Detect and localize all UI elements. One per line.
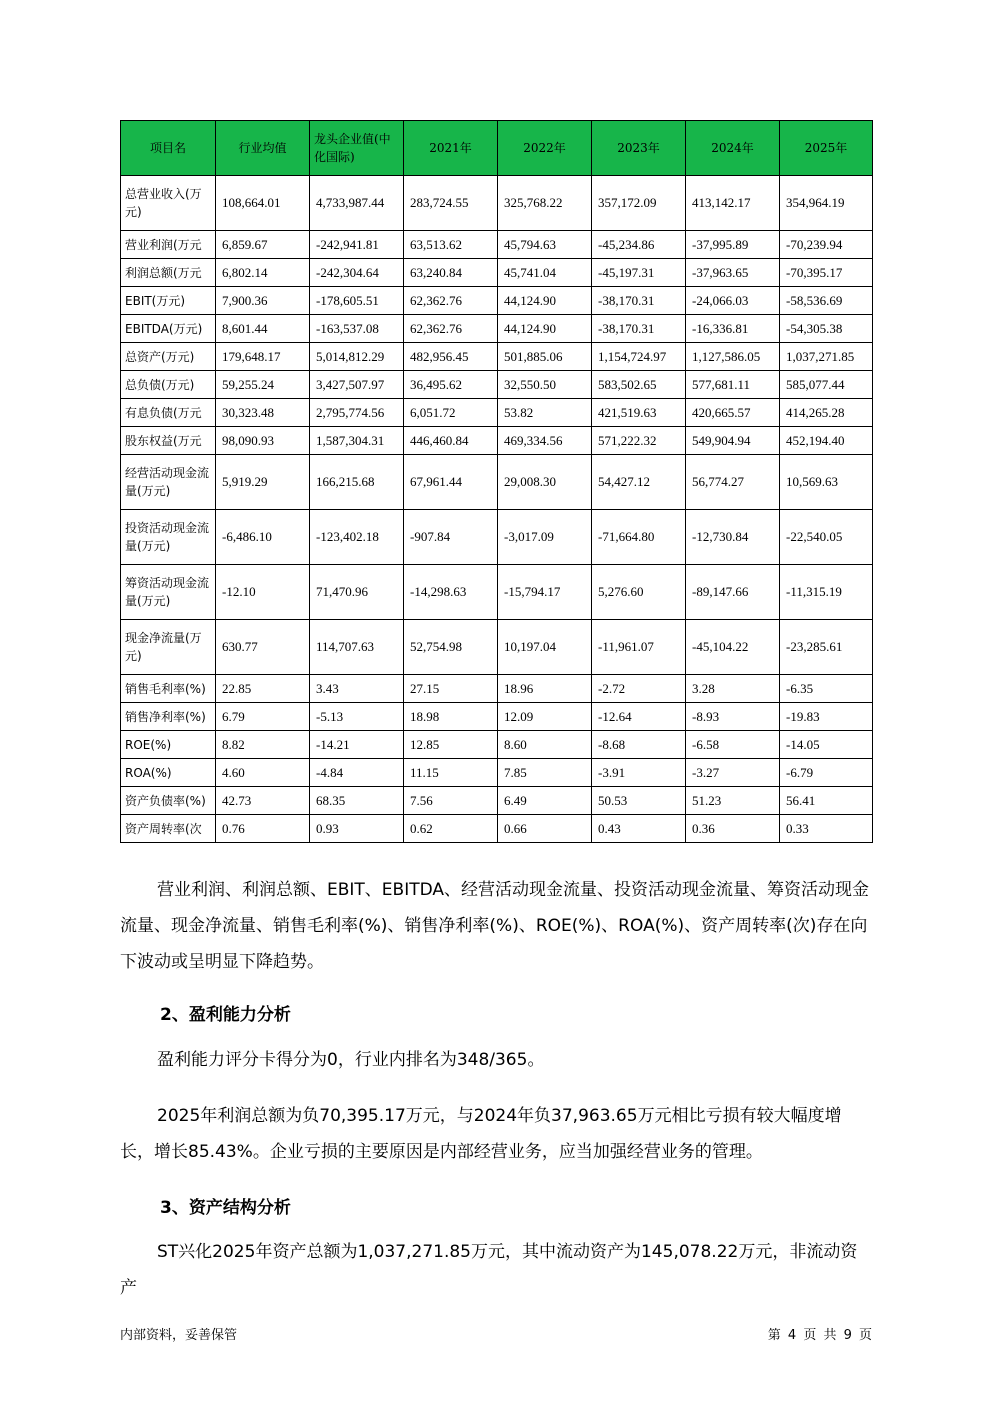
table-cell: 571,222.32 bbox=[592, 427, 686, 455]
table-row bbox=[121, 343, 873, 371]
table-cell: -8.68 bbox=[592, 731, 686, 759]
table-cell: -11,961.07 bbox=[592, 620, 686, 675]
table-cell: 630.77 bbox=[216, 620, 310, 675]
table-cell: 56.41 bbox=[780, 787, 873, 815]
table-cell: 12.85 bbox=[404, 731, 498, 759]
table-row bbox=[121, 815, 873, 843]
table-cell: 3.43 bbox=[310, 675, 404, 703]
profit-paragraph-block bbox=[120, 1098, 872, 1170]
table-cell: -38,170.31 bbox=[592, 287, 686, 315]
table-row bbox=[121, 399, 873, 427]
table-cell: 44,124.90 bbox=[498, 287, 592, 315]
table-cell: -5.13 bbox=[310, 703, 404, 731]
table-cell: -45,104.22 bbox=[686, 620, 780, 675]
header-industry-avg: 行业均值 bbox=[216, 121, 310, 176]
header-year-2024: 2024年 bbox=[686, 121, 780, 176]
table-cell: 420,665.57 bbox=[686, 399, 780, 427]
table-cell: 63,513.62 bbox=[404, 231, 498, 259]
table-cell: 42.73 bbox=[216, 787, 310, 815]
table-cell: -907.84 bbox=[404, 510, 498, 565]
row-label: 资产负债率(%) bbox=[121, 787, 216, 815]
header-year-2021: 2021年 bbox=[404, 121, 498, 176]
table-cell: 22.85 bbox=[216, 675, 310, 703]
table-cell: 414,265.28 bbox=[780, 399, 873, 427]
table-cell: -16,336.81 bbox=[686, 315, 780, 343]
table-cell: -24,066.03 bbox=[686, 287, 780, 315]
table-cell: 44,124.90 bbox=[498, 315, 592, 343]
table-cell: -11,315.19 bbox=[780, 565, 873, 620]
table-cell: 29,008.30 bbox=[498, 455, 592, 510]
footer-page-number: 第 4 页 共 9 页 bbox=[767, 1328, 872, 1343]
table-row bbox=[121, 759, 873, 787]
table-row bbox=[121, 455, 873, 510]
row-label: EBIT(万元) bbox=[121, 287, 216, 315]
table-cell: 1,127,586.05 bbox=[686, 343, 780, 371]
table-cell: 50.53 bbox=[592, 787, 686, 815]
table-cell: 59,255.24 bbox=[216, 371, 310, 399]
table-cell: -37,963.65 bbox=[686, 259, 780, 287]
table-cell: -178,605.51 bbox=[310, 287, 404, 315]
row-label: 筹资活动现金流量(万元) bbox=[121, 565, 216, 620]
table-cell: 577,681.11 bbox=[686, 371, 780, 399]
score-paragraph: 盈利能力评分卡得分为0，行业内排名为348/365。 bbox=[157, 1050, 545, 1070]
table-cell: 421,519.63 bbox=[592, 399, 686, 427]
table-cell: 585,077.44 bbox=[780, 371, 873, 399]
table-cell: 53.82 bbox=[498, 399, 592, 427]
assets-paragraph-block bbox=[120, 1234, 872, 1306]
table-cell: 413,142.17 bbox=[686, 176, 780, 231]
table-cell: 0.93 bbox=[310, 815, 404, 843]
table-cell: -23,285.61 bbox=[780, 620, 873, 675]
table-cell: -54,305.38 bbox=[780, 315, 873, 343]
table-cell: 0.43 bbox=[592, 815, 686, 843]
header-year-2022: 2022年 bbox=[498, 121, 592, 176]
table-cell: 357,172.09 bbox=[592, 176, 686, 231]
table-cell: -6.79 bbox=[780, 759, 873, 787]
table-cell: 56,774.27 bbox=[686, 455, 780, 510]
table-cell: -6,486.10 bbox=[216, 510, 310, 565]
assets-paragraph: ST兴化2025年资产总额为1,037,271.85万元，其中流动资产为145,078.22万元，非流动资产 bbox=[120, 1242, 858, 1298]
table-cell: 8,601.44 bbox=[216, 315, 310, 343]
table-row bbox=[121, 231, 873, 259]
section-3-title: 3、资产结构分析 bbox=[160, 1198, 291, 1218]
financial-table bbox=[120, 120, 873, 843]
table-cell: -12.64 bbox=[592, 703, 686, 731]
table-cell: 45,741.04 bbox=[498, 259, 592, 287]
table-cell: 71,470.96 bbox=[310, 565, 404, 620]
row-label: 经营活动现金流量(万元) bbox=[121, 455, 216, 510]
table-cell: -37,995.89 bbox=[686, 231, 780, 259]
table-cell: -70,395.17 bbox=[780, 259, 873, 287]
trend-paragraph: 营业利润、利润总额、EBIT、EBITDA、经营活动现金流量、投资活动现金流量、筹资活动现金流量、现金净流量、销售毛利率(%)、销售净利率(%)、ROE(%)、ROA(%)、资产周转率(次)存在向下波动或呈明显下降趋势。 bbox=[120, 880, 870, 972]
table-cell: 18.98 bbox=[404, 703, 498, 731]
table-cell: -14,298.63 bbox=[404, 565, 498, 620]
table-cell: 2,795,774.56 bbox=[310, 399, 404, 427]
table-cell: -242,941.81 bbox=[310, 231, 404, 259]
table-cell: 68.35 bbox=[310, 787, 404, 815]
trend-paragraph-block bbox=[120, 872, 872, 980]
table-cell: 6,802.14 bbox=[216, 259, 310, 287]
profit-paragraph: 2025年利润总额为负70,395.17万元，与2024年负37,963.65万元相比亏损有较大幅度增长，增长85.43%。企业亏损的主要原因是内部经营业务，应当加强经营业务的管理。 bbox=[120, 1106, 842, 1162]
table-cell: 1,587,304.31 bbox=[310, 427, 404, 455]
row-label: 资产周转率(次 bbox=[121, 815, 216, 843]
table-cell: 4,733,987.44 bbox=[310, 176, 404, 231]
table-cell: 5,919.29 bbox=[216, 455, 310, 510]
header-year-2023: 2023年 bbox=[592, 121, 686, 176]
row-label: 营业利润(万元 bbox=[121, 231, 216, 259]
table-cell: 6.79 bbox=[216, 703, 310, 731]
table-cell: -15,794.17 bbox=[498, 565, 592, 620]
table-cell: -3.27 bbox=[686, 759, 780, 787]
table-cell: -71,664.80 bbox=[592, 510, 686, 565]
table-cell: 3,427,507.97 bbox=[310, 371, 404, 399]
table-cell: 325,768.22 bbox=[498, 176, 592, 231]
header-leader-value: 龙头企业值(中化国际) bbox=[310, 121, 404, 176]
table-cell: 11.15 bbox=[404, 759, 498, 787]
table-cell: 452,194.40 bbox=[780, 427, 873, 455]
table-row bbox=[121, 787, 873, 815]
table-row bbox=[121, 510, 873, 565]
table-row bbox=[121, 259, 873, 287]
table-cell: -14.21 bbox=[310, 731, 404, 759]
table-row bbox=[121, 703, 873, 731]
row-label: 有息负债(万元 bbox=[121, 399, 216, 427]
table-cell: 98,090.93 bbox=[216, 427, 310, 455]
table-cell: 10,569.63 bbox=[780, 455, 873, 510]
row-label: 总营业收入(万元) bbox=[121, 176, 216, 231]
table-cell: -19.83 bbox=[780, 703, 873, 731]
table-cell: 0.66 bbox=[498, 815, 592, 843]
row-label: 总资产(万元) bbox=[121, 343, 216, 371]
table-row bbox=[121, 315, 873, 343]
table-cell: 6.49 bbox=[498, 787, 592, 815]
table-row bbox=[121, 371, 873, 399]
table-cell: 6,051.72 bbox=[404, 399, 498, 427]
table-cell: -6.58 bbox=[686, 731, 780, 759]
table-row bbox=[121, 176, 873, 231]
row-label: 股东权益(万元 bbox=[121, 427, 216, 455]
table-cell: 8.82 bbox=[216, 731, 310, 759]
table-cell: 354,964.19 bbox=[780, 176, 873, 231]
table-cell: -3.91 bbox=[592, 759, 686, 787]
table-cell: -38,170.31 bbox=[592, 315, 686, 343]
table-cell: -70,239.94 bbox=[780, 231, 873, 259]
table-cell: 469,334.56 bbox=[498, 427, 592, 455]
table-row bbox=[121, 565, 873, 620]
table-cell: 36,495.62 bbox=[404, 371, 498, 399]
table-row bbox=[121, 427, 873, 455]
row-label: ROE(%) bbox=[121, 731, 216, 759]
table-row bbox=[121, 620, 873, 675]
table-cell: 67,961.44 bbox=[404, 455, 498, 510]
table-cell: -45,234.86 bbox=[592, 231, 686, 259]
table-header-row bbox=[121, 121, 873, 176]
table-cell: 3.28 bbox=[686, 675, 780, 703]
table-cell: 0.76 bbox=[216, 815, 310, 843]
table-cell: -6.35 bbox=[780, 675, 873, 703]
table-cell: -3,017.09 bbox=[498, 510, 592, 565]
table-cell: -12.10 bbox=[216, 565, 310, 620]
table-cell: 446,460.84 bbox=[404, 427, 498, 455]
table-cell: -12,730.84 bbox=[686, 510, 780, 565]
table-cell: 501,885.06 bbox=[498, 343, 592, 371]
table-cell: 62,362.76 bbox=[404, 315, 498, 343]
table-cell: 1,154,724.97 bbox=[592, 343, 686, 371]
table-cell: 7,900.36 bbox=[216, 287, 310, 315]
row-label: 利润总额(万元 bbox=[121, 259, 216, 287]
table-cell: -8.93 bbox=[686, 703, 780, 731]
table-cell: 4.60 bbox=[216, 759, 310, 787]
table-cell: 1,037,271.85 bbox=[780, 343, 873, 371]
row-label: EBITDA(万元) bbox=[121, 315, 216, 343]
table-cell: 63,240.84 bbox=[404, 259, 498, 287]
table-cell: 12.09 bbox=[498, 703, 592, 731]
table-row bbox=[121, 287, 873, 315]
table-cell: -58,536.69 bbox=[780, 287, 873, 315]
table-cell: 179,648.17 bbox=[216, 343, 310, 371]
table-cell: 0.62 bbox=[404, 815, 498, 843]
table-cell: -242,304.64 bbox=[310, 259, 404, 287]
footer-confidential-note: 内部资料，妥善保管 bbox=[120, 1328, 238, 1343]
table-cell: -22,540.05 bbox=[780, 510, 873, 565]
table-cell: 45,794.63 bbox=[498, 231, 592, 259]
table-cell: 32,550.50 bbox=[498, 371, 592, 399]
table-cell: 5,276.60 bbox=[592, 565, 686, 620]
section-2-title: 2、盈利能力分析 bbox=[160, 1005, 291, 1025]
table-row bbox=[121, 731, 873, 759]
table-cell: 8.60 bbox=[498, 731, 592, 759]
table-cell: -163,537.08 bbox=[310, 315, 404, 343]
table-cell: 62,362.76 bbox=[404, 287, 498, 315]
table-row bbox=[121, 675, 873, 703]
table-cell: 5,014,812.29 bbox=[310, 343, 404, 371]
table-cell: 18.96 bbox=[498, 675, 592, 703]
row-label: 总负债(万元) bbox=[121, 371, 216, 399]
table-cell: 52,754.98 bbox=[404, 620, 498, 675]
table-cell: 7.85 bbox=[498, 759, 592, 787]
table-cell: 6,859.67 bbox=[216, 231, 310, 259]
table-cell: 30,323.48 bbox=[216, 399, 310, 427]
table-cell: 549,904.94 bbox=[686, 427, 780, 455]
row-label: 销售净利率(%) bbox=[121, 703, 216, 731]
row-label: ROA(%) bbox=[121, 759, 216, 787]
header-item-name: 项目名 bbox=[121, 121, 216, 176]
row-label: 投资活动现金流量(万元) bbox=[121, 510, 216, 565]
table-cell: 10,197.04 bbox=[498, 620, 592, 675]
table-cell: 51.23 bbox=[686, 787, 780, 815]
table-cell: 7.56 bbox=[404, 787, 498, 815]
header-year-2025: 2025年 bbox=[780, 121, 873, 176]
table-cell: -45,197.31 bbox=[592, 259, 686, 287]
row-label: 现金净流量(万元) bbox=[121, 620, 216, 675]
table-cell: 482,956.45 bbox=[404, 343, 498, 371]
table-cell: 0.36 bbox=[686, 815, 780, 843]
table-cell: -123,402.18 bbox=[310, 510, 404, 565]
table-cell: 54,427.12 bbox=[592, 455, 686, 510]
table-cell: 108,664.01 bbox=[216, 176, 310, 231]
table-cell: -89,147.66 bbox=[686, 565, 780, 620]
table-cell: 114,707.63 bbox=[310, 620, 404, 675]
table-cell: -14.05 bbox=[780, 731, 873, 759]
table-cell: 583,502.65 bbox=[592, 371, 686, 399]
table-cell: 283,724.55 bbox=[404, 176, 498, 231]
row-label: 销售毛利率(%) bbox=[121, 675, 216, 703]
table-cell: -2.72 bbox=[592, 675, 686, 703]
table-cell: 0.33 bbox=[780, 815, 873, 843]
table-cell: 27.15 bbox=[404, 675, 498, 703]
table-cell: 166,215.68 bbox=[310, 455, 404, 510]
table-cell: -4.84 bbox=[310, 759, 404, 787]
score-paragraph-block bbox=[120, 1042, 872, 1078]
